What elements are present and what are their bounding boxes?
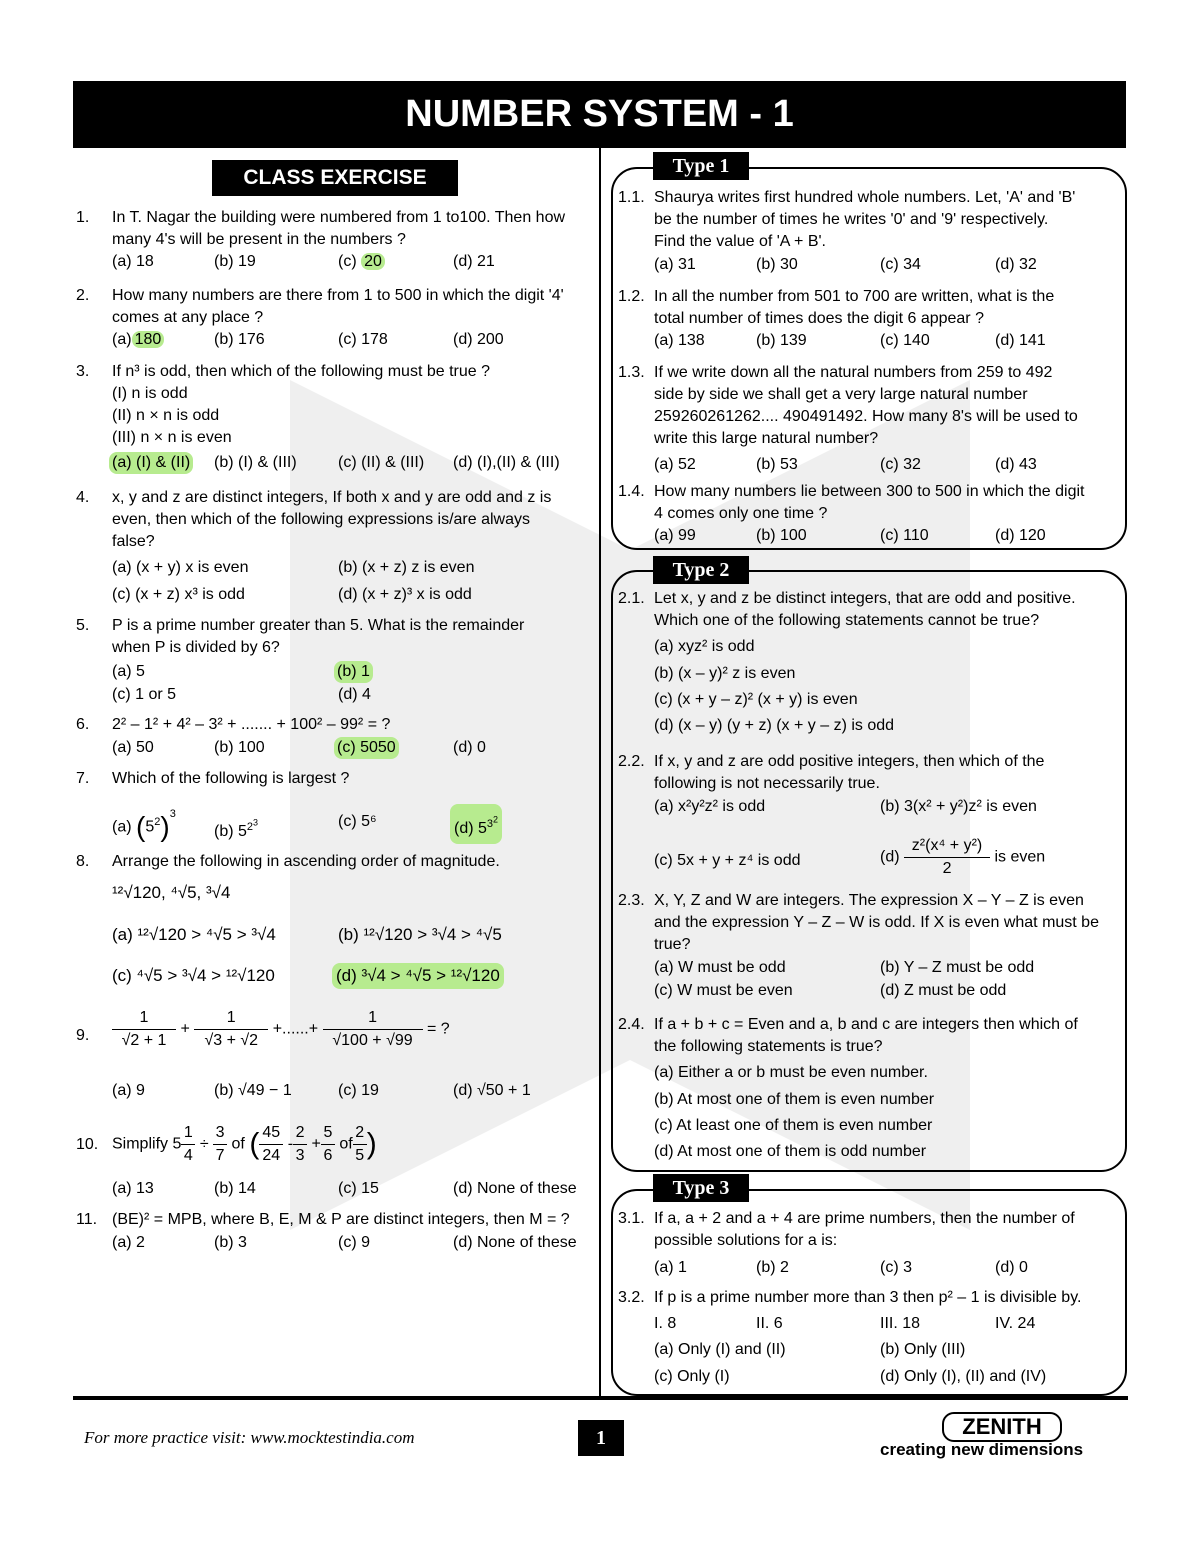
answer-highlight: (d) ³√4 > ⁴√5 > ¹²√120 <box>332 963 504 989</box>
answer-highlight: 20 <box>361 253 385 270</box>
type-3-label: Type 3 <box>653 1174 749 1202</box>
answer-highlight: 180 <box>132 331 165 348</box>
page-title: NUMBER SYSTEM - 1 <box>73 81 1126 148</box>
type-1-label: Type 1 <box>653 152 749 180</box>
zenith-logo: ZENITH <box>942 1412 1062 1442</box>
brand-tagline: creating new dimensions <box>880 1440 1084 1459</box>
answer-highlight: (d) $5^{3^2}$ <box>450 804 502 844</box>
practice-link[interactable]: For more practice visit: www.mocktestindia.com <box>84 1428 415 1447</box>
footer-rule <box>73 1396 1128 1400</box>
type-2-label: Type 2 <box>653 556 749 584</box>
answer-highlight: (a) (I) & (II) <box>109 452 193 474</box>
answer-highlight: (b) 1 <box>334 661 373 683</box>
page-number: 1 <box>578 1420 624 1456</box>
class-exercise-label: CLASS EXERCISE <box>212 160 458 196</box>
answer-highlight: (c) 5050 <box>334 737 399 759</box>
